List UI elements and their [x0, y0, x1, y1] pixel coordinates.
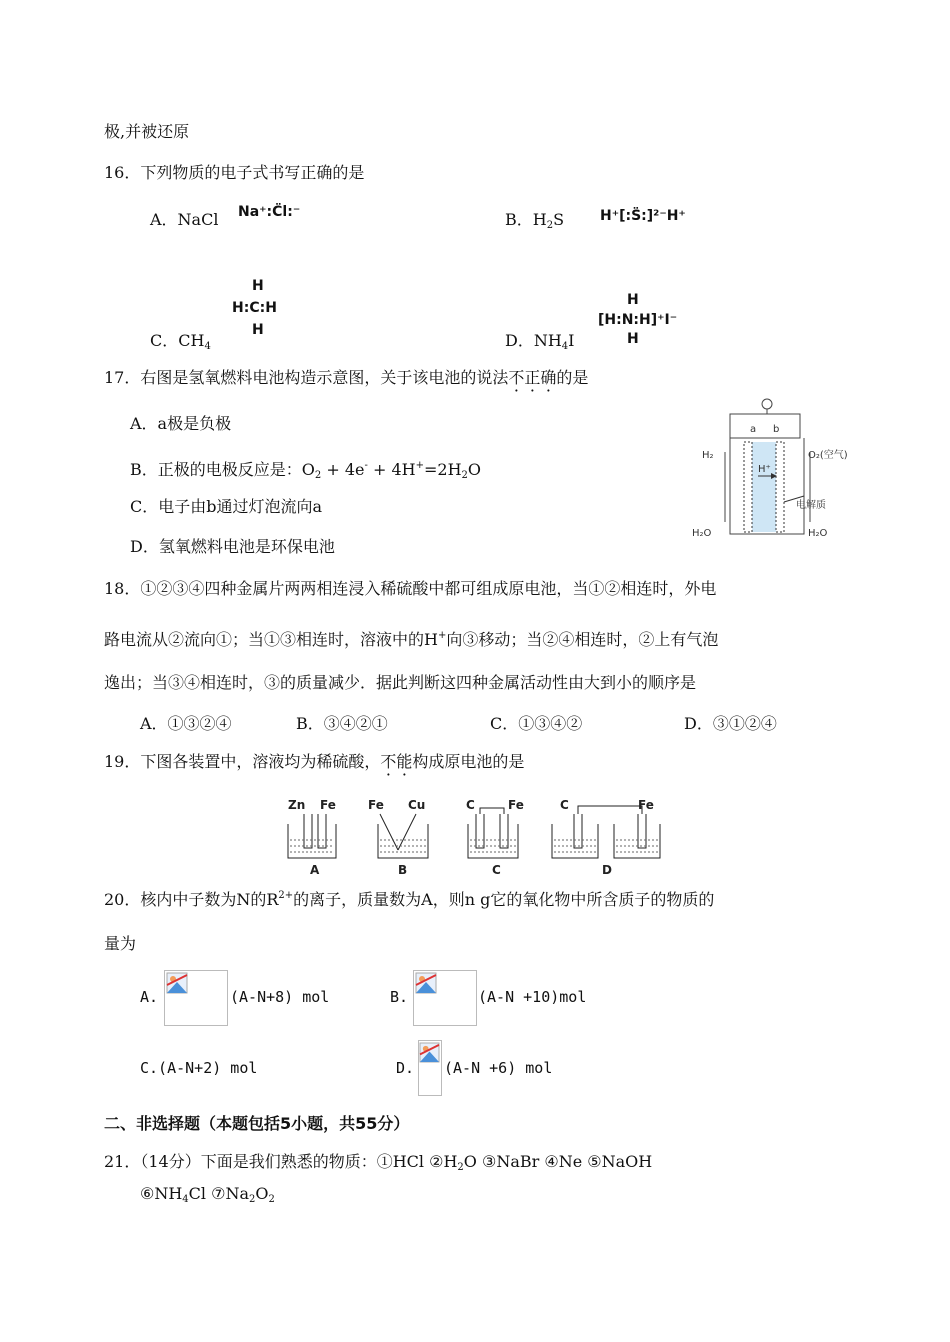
q18-option-c: C．①③④② [490, 714, 583, 733]
q18-option-a: A．①③②④ [140, 714, 232, 733]
device-d-label: D [602, 863, 612, 877]
ch4-formula-bottom: H [252, 322, 264, 338]
device-b-label: B [398, 863, 408, 877]
q17-option-d: D．氢氧燃料电池是环保电池 [130, 537, 335, 556]
q17-option-a: A．a极是负极 [130, 414, 232, 433]
broken-image-icon [420, 1043, 439, 1062]
question-21-line2: $⑥NH_4Cl$ $⑦Na_2O_2$ [140, 1184, 275, 1205]
h2o-left-label: H₂O [692, 528, 712, 539]
q20-option-b-label: B. [390, 988, 409, 1006]
electrode-a-label: a [750, 424, 757, 435]
device-b-right-electrode: Cu [408, 798, 426, 812]
q16-option-c: C．$CH_4$ [150, 331, 211, 352]
section-2-heading: 二、非选择题（本题包括5小题，共55分） [104, 1114, 410, 1133]
q17-option-b: B．正极的电极反应是：$O_2 + 4e^- + 4H^+=2H_2O$ [130, 460, 482, 481]
q17-option-c: C．电子由b通过灯泡流向a [130, 497, 323, 516]
device-a-right-electrode: Fe [320, 798, 336, 812]
question-21-line1: 21．（14分）下面是我们熟悉的物质：①HCl $②H_2O$ ③NaBr ④Ne ⑤NaOH [104, 1152, 653, 1173]
question-18-line2: 路电流从②流向①；当①③相连时，溶液中的H+向③移动；当②④相连时，②上有气泡 [104, 630, 719, 649]
q20-option-d-image [418, 1040, 442, 1096]
hplus-label: H⁺ [758, 464, 771, 475]
q20-option-b-value: (A-N +10)mol [478, 988, 587, 1006]
ch4-formula-mid: H:C:H [232, 300, 277, 316]
electrode-a [744, 442, 752, 532]
q18-option-b: B．③④②① [296, 714, 388, 733]
question-18-line1: 18．①②③④四种金属片两两相连浸入稀硫酸中都可组成原电池，当①②相连时，外电 [104, 579, 717, 598]
fuel-cell-diagram [692, 392, 870, 544]
electrode-b [776, 442, 784, 532]
electrolyte-label: 电解质 [796, 500, 826, 511]
broken-image-icon [416, 973, 436, 993]
question-20-line2: 量为 [104, 934, 137, 953]
device-b-left-electrode: Fe [368, 798, 384, 812]
electrode-b-label: b [773, 424, 780, 435]
question-18-line3: 逸出；当③④相连时，③的质量减少．据此判断这四种金属活动性由大到小的顺序是 [104, 673, 697, 692]
q20-option-d-label: D. [396, 1059, 415, 1077]
nh4i-formula-top: H [627, 292, 639, 308]
device-c-label: C [492, 863, 501, 877]
nh4i-formula-bottom: H [627, 331, 639, 347]
h2s-electron-formula: H⁺[:S̈:]²⁻H⁺ [600, 208, 686, 224]
question-16: 16．下列物质的电子式书写正确的是 [104, 163, 365, 182]
device-c-right-electrode: Fe [508, 798, 524, 812]
continuation-text: 极,并被还原 [104, 122, 190, 141]
device-d-right-electrode: Fe [638, 798, 654, 812]
h2-label: H₂ [702, 450, 714, 461]
q20-option-a-label: A. [140, 988, 159, 1006]
q20-option-c: C.(A-N+2) mol [140, 1059, 258, 1077]
devices-diagram [282, 796, 672, 878]
ch4-formula-top: H [252, 278, 264, 294]
q18-option-d: D．③①②④ [684, 714, 777, 733]
nh4i-formula-mid: [H:N:H]⁺I⁻ [598, 312, 678, 328]
question-19: 19．下图各装置中，溶液均为稀硫酸，不能构成原电池的是 [104, 752, 525, 771]
nacl-electron-formula: Na⁺:C̈l:⁻ [238, 204, 301, 220]
q20-option-a-value: (A-N+8) mol [230, 988, 330, 1006]
bulb-icon [762, 399, 772, 409]
q16-option-b: B．$H_2S$ [505, 210, 565, 231]
device-a-left-electrode: Zn [288, 798, 306, 812]
device-c-left-electrode: C [466, 798, 475, 812]
broken-image-icon [167, 973, 187, 993]
q16-option-d: D．$NH_4I$ [505, 331, 575, 352]
device-d-left-electrode: C [560, 798, 569, 812]
question-17: 17．右图是氢氧燃料电池构造示意图，关于该电池的说法不正确的是 [104, 368, 589, 387]
h2o-right-label: H₂O [808, 528, 828, 539]
q20-option-a-image [164, 970, 228, 1026]
device-a-label: A [310, 863, 320, 877]
q20-option-b-image [413, 970, 477, 1026]
question-20-line1: 20．核内中子数为N的$R^{2+}$的离子，质量数为A，则n g它的氧化物中所含质子的物质的 [104, 890, 715, 909]
o2-label: O₂(空气) [808, 450, 848, 461]
q16-option-a: A．NaCl [150, 210, 219, 229]
q20-option-d-value: (A-N +6) mol [444, 1059, 553, 1077]
